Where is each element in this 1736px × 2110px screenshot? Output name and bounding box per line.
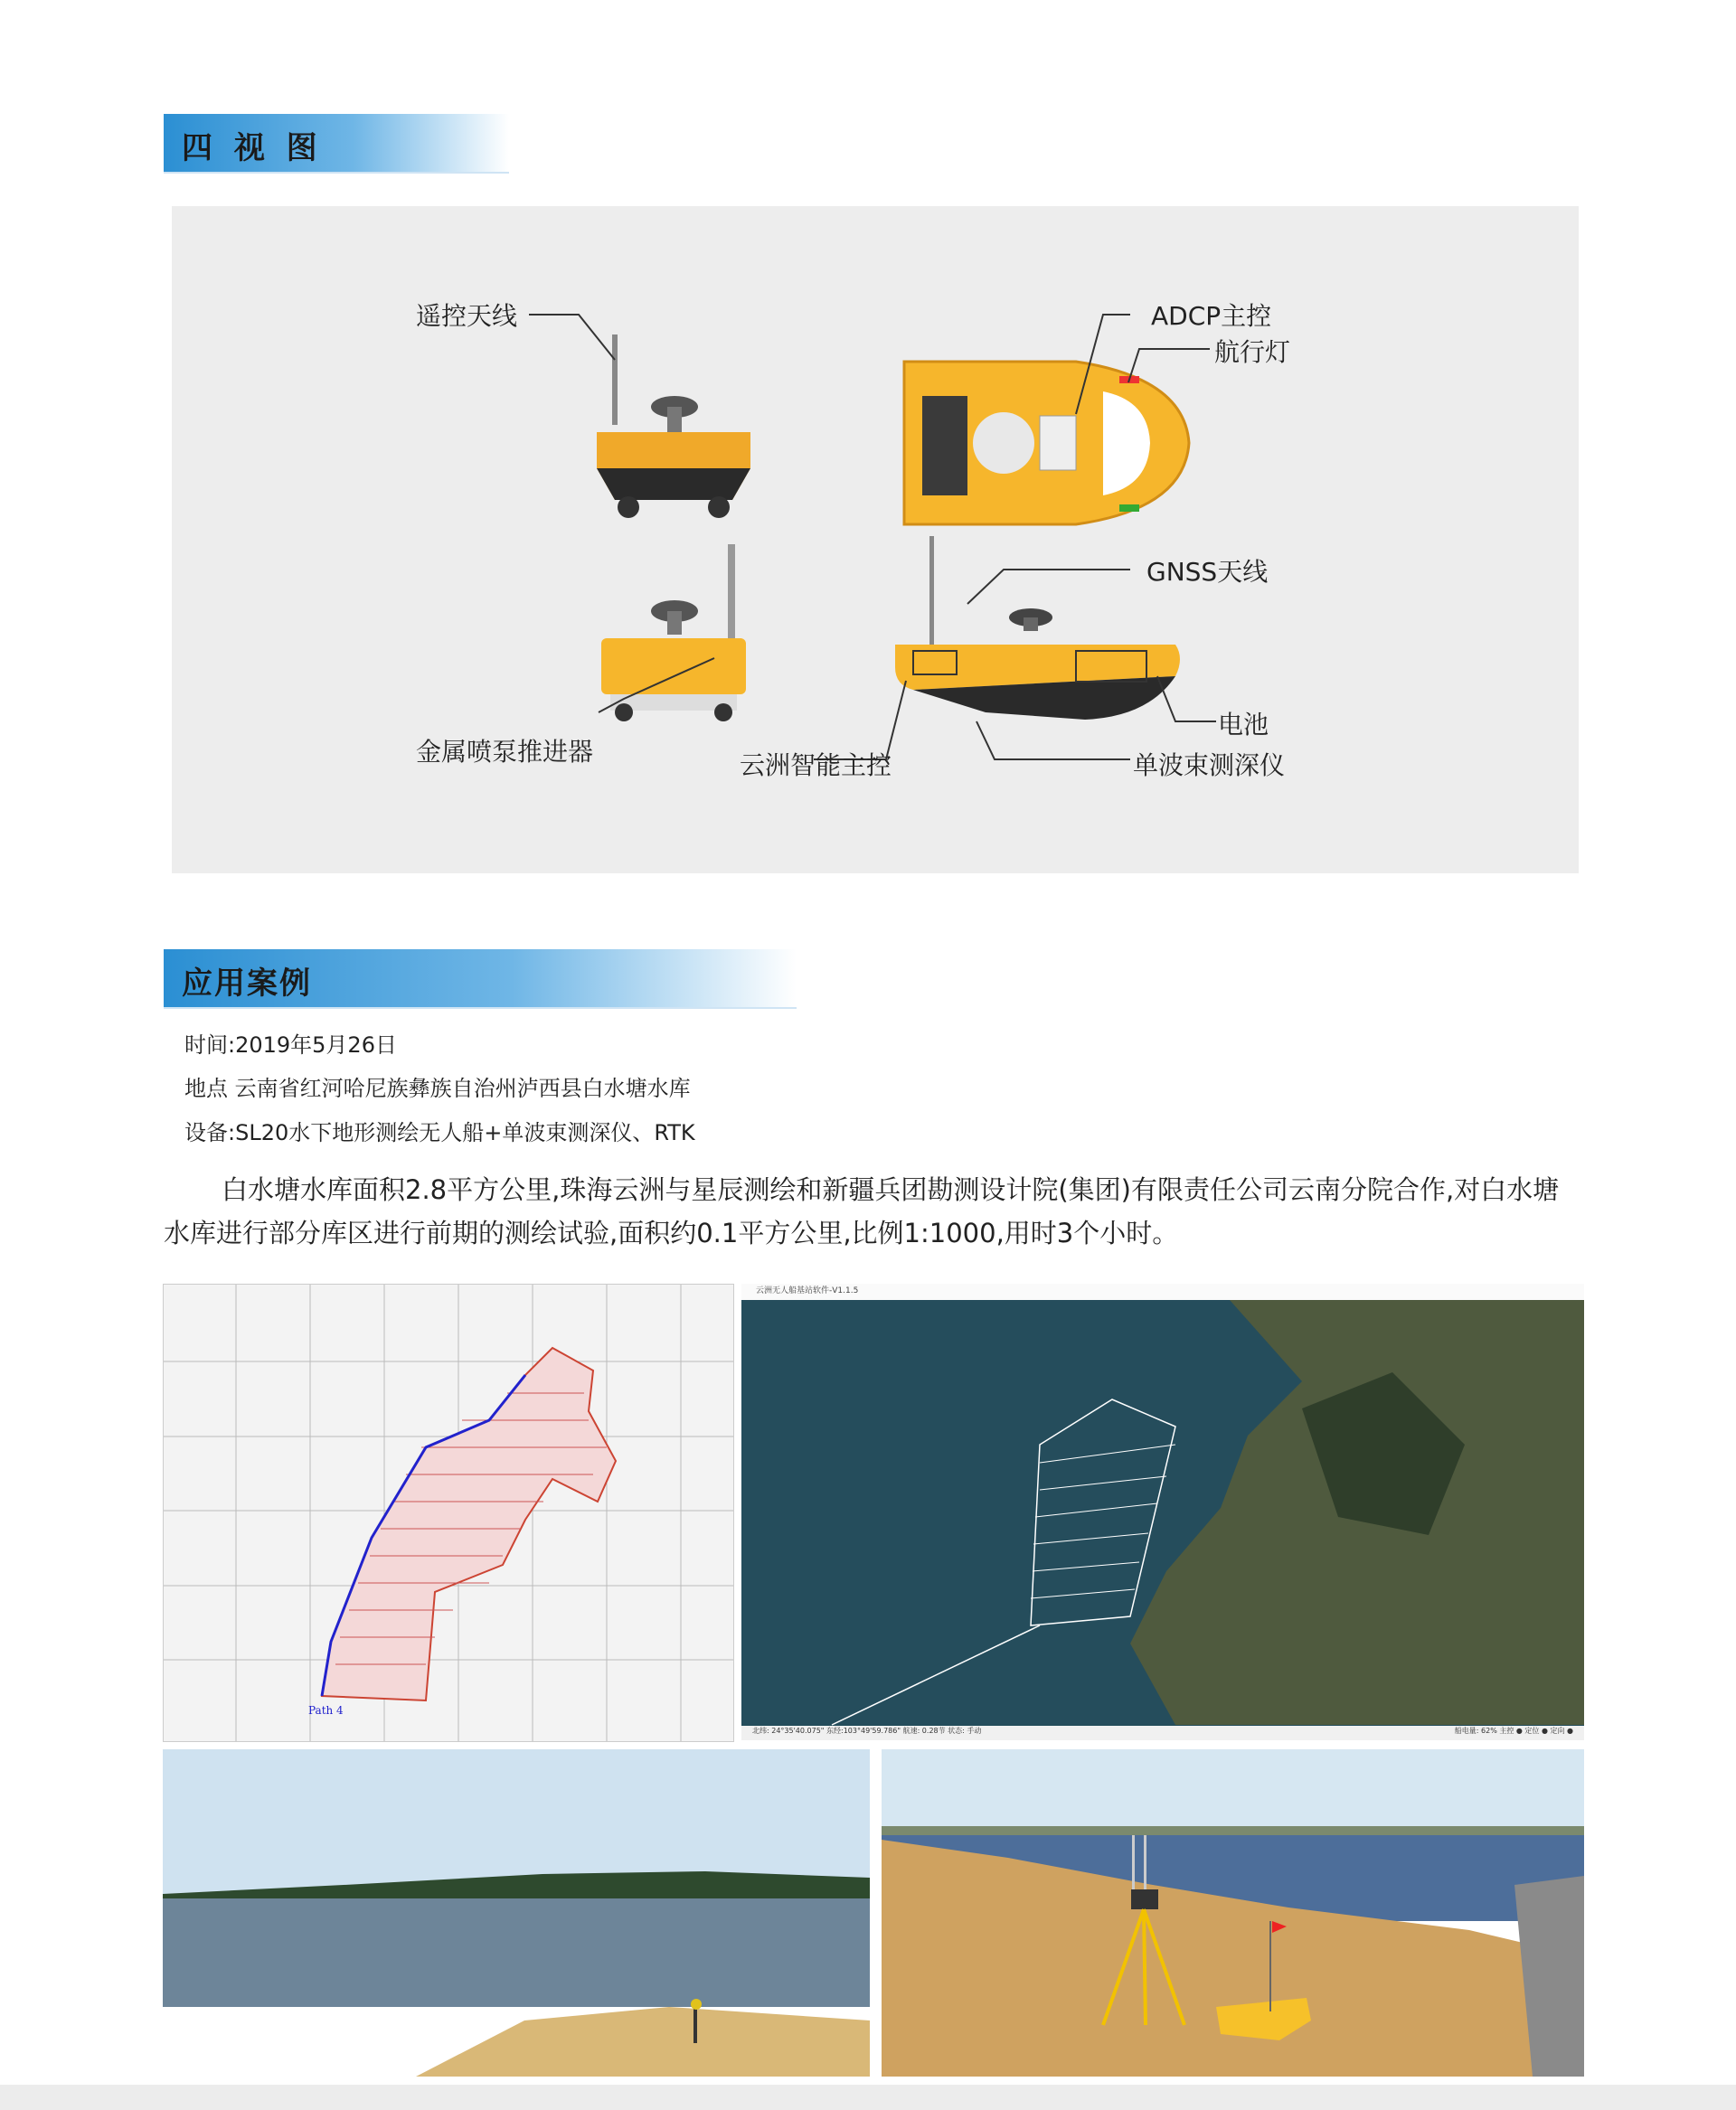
- label-adcp: ADCP主控: [1151, 301, 1272, 331]
- section-title: 应用案例: [182, 966, 312, 1002]
- case-paragraph: 白水塘水库面积2.8平方公里,珠海云洲与星辰测绘和新疆兵团勘测设计院(集团)有限责任公司云南分院合作,对白水塘水库进行部分库区进行前期的测绘试验,面积约0.1平方公里,比例1:1000,用时3个小时。: [164, 1174, 1560, 1248]
- label-echo-sounder: 单波束测深仪: [1133, 750, 1286, 780]
- survey-path-plot: [163, 1284, 734, 1742]
- case-place: 地点 云南省红河哈尼族彝族自治州泸西县白水塘水库: [184, 1076, 691, 1101]
- label-jet-propeller: 金属喷泵推进器: [416, 737, 594, 767]
- app-title-bar: 云洲无人船基站软件-V1.1.5: [741, 1284, 1584, 1300]
- footer-bar: [0, 2085, 1736, 2110]
- section-title: 四 视 图: [182, 130, 323, 166]
- label-remote-antenna: 遥控天线: [416, 301, 518, 331]
- reservoir-photo-shore: [163, 1749, 870, 2077]
- front-view-boat: [597, 334, 750, 518]
- case-equipment: 设备:SL20水下地形测绘无人船+单波束测深仪、RTK: [184, 1120, 695, 1145]
- status-bar: 北纬: 24°35'40.075" 东经:103°49'59.786" 航速: 0.28节 状态: 手动 船电量: 62% 主控 ● 定位 ● 定向 ●: [741, 1726, 1584, 1740]
- label-gnss-antenna: GNSS天线: [1146, 557, 1269, 587]
- section-header-four-views: [164, 114, 509, 174]
- survey-area: [322, 1348, 616, 1700]
- label-battery: 电池: [1218, 710, 1269, 739]
- top-view-boat: [904, 362, 1189, 524]
- section-header-cases: [164, 949, 797, 1009]
- side-view-boat: [895, 536, 1180, 720]
- path-label: Path 4: [308, 1704, 344, 1717]
- label-nav-light: 航行灯: [1214, 337, 1291, 367]
- label-main-controller: 云洲智能主控: [740, 750, 892, 780]
- reservoir-photo-boat: [882, 1749, 1584, 2077]
- four-view-diagram: [172, 206, 1579, 873]
- navigation-software-screen: [741, 1284, 1584, 1740]
- case-time: 时间:2019年5月26日: [184, 1032, 397, 1058]
- rear-view-boat: [601, 544, 746, 721]
